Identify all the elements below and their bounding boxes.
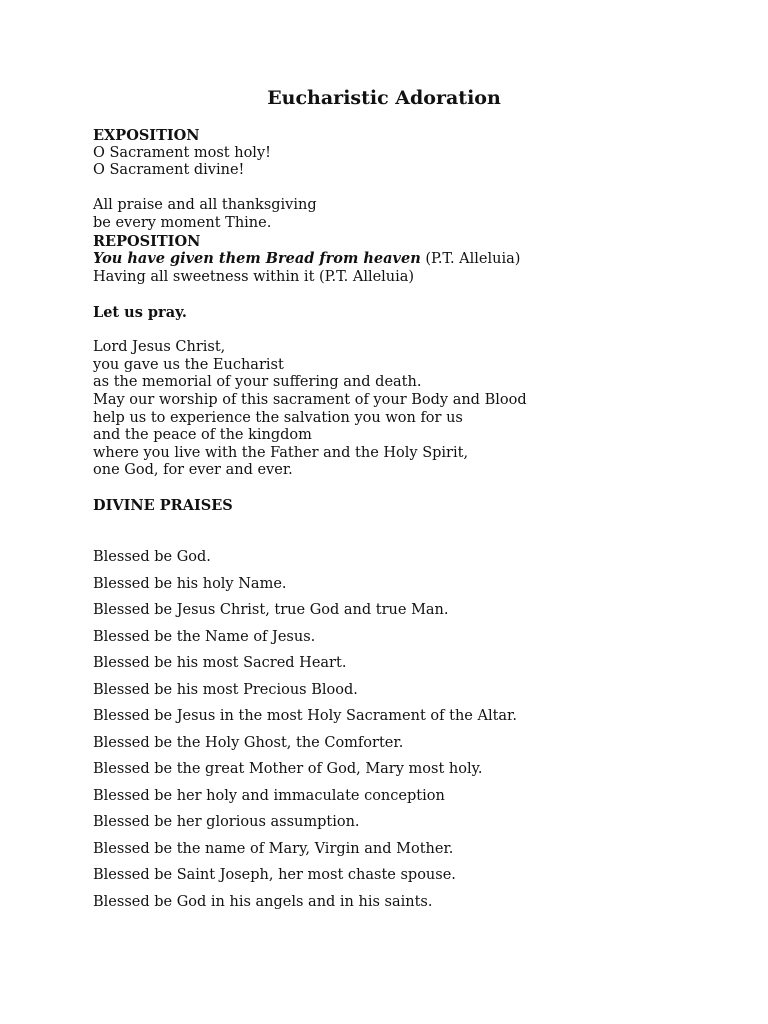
- spacer: [93, 322, 693, 340]
- prayer-invitation: Let us pray.: [93, 303, 187, 321]
- praise-item: Blessed be her glorious assumption.: [93, 814, 360, 830]
- praise-item: Blessed be Jesus in the most Holy Sacrament of the Altar.: [93, 708, 518, 724]
- praise-item: Blessed be the great Mother of God, Mary most holy.: [93, 761, 483, 777]
- reposition-heading: REPOSITION: [93, 232, 201, 250]
- praise-item: Blessed be the Name of Jesus.: [93, 628, 316, 645]
- praise-item: Blessed be his most Precious Blood.: [93, 681, 358, 698]
- reposition-versicle-tail: (P.T. Alleluia): [420, 251, 521, 268]
- exposition-heading: EXPOSITION: [93, 127, 200, 144]
- praise-item: Blessed be the name of Mary, Virgin and Mother.: [93, 840, 454, 857]
- praise-item: Blessed be his most Sacred Heart.: [93, 655, 347, 671]
- prayer-line: you gave us the Eucharist: [93, 356, 284, 373]
- prayer-line: May our worship of this sacrament of your Body and Blood: [93, 391, 527, 408]
- prayer-line: Lord Jesus Christ,: [93, 339, 226, 356]
- prayer-line: and the peace of the kingdom: [93, 427, 312, 444]
- spacer: [93, 180, 693, 198]
- prayer-line: where you live with the Father and the Holy Spirit,: [93, 444, 469, 461]
- praise-item: Blessed be his holy Name.: [93, 575, 287, 592]
- reposition-versicle-italic: You have given them Bread from heaven: [93, 250, 421, 268]
- prayer-line: one God, for ever and ever.: [93, 462, 293, 479]
- reposition-response: Having all sweetness within it (P.T. Alleluia): [93, 268, 415, 285]
- exposition-line: O Sacrament most holy!: [93, 144, 271, 161]
- spacer: [93, 286, 693, 304]
- prayer-line: as the memorial of your suffering and death.: [93, 374, 422, 391]
- praise-item: Blessed be Saint Joseph, her most chaste spouse.: [93, 867, 456, 883]
- divine-praises-heading: DIVINE PRAISES: [93, 497, 233, 515]
- praise-item: Blessed be God.: [93, 549, 211, 565]
- document-body: [93, 127, 693, 515]
- praise-item: Blessed be God in his angels and in his saints.: [93, 893, 433, 910]
- praise-item: Blessed be Jesus Christ, true God and true Man.: [93, 602, 449, 618]
- divine-praises-list: [93, 549, 693, 920]
- reposition-versicle: [93, 250, 693, 269]
- exposition-line: O Sacrament divine!: [93, 162, 245, 179]
- praise-item: Blessed be her holy and immaculate conception: [93, 787, 445, 804]
- document-title: Eucharistic Adoration: [267, 87, 501, 109]
- exposition-line: be every moment Thine.: [93, 214, 272, 231]
- exposition-line: All praise and all thanksgiving: [93, 197, 317, 214]
- spacer: [93, 480, 693, 498]
- praise-item: Blessed be the Holy Ghost, the Comforter.: [93, 734, 404, 751]
- prayer-line: help us to experience the salvation you won for us: [93, 409, 463, 426]
